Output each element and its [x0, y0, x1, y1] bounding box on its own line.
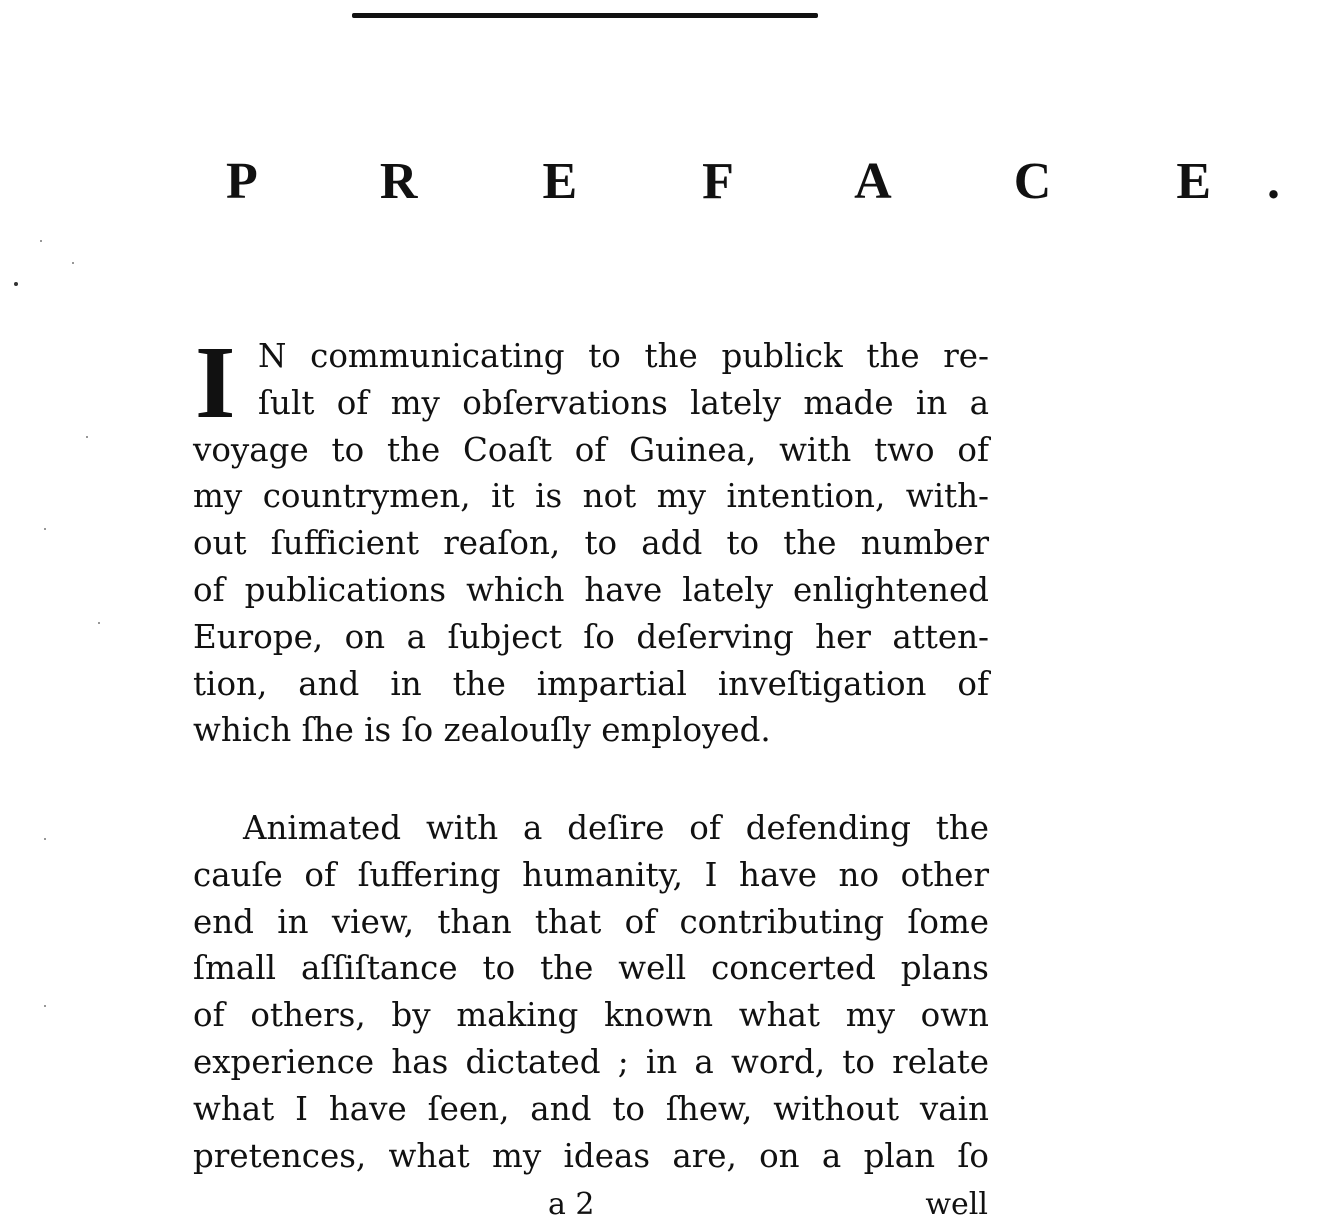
catchword: well — [925, 1187, 988, 1222]
signature-mark: a 2 — [548, 1187, 595, 1222]
text-line: my countrymen, it is not my intention, with- — [193, 477, 989, 516]
text-line: end in view, than that of contributing ſome — [193, 902, 989, 941]
text-line: ſult of my obſervations lately made in a — [258, 383, 989, 422]
paragraph-2 — [193, 805, 989, 1179]
text-line: pretences, what my ideas are, on a plan ſo — [193, 1136, 989, 1175]
text-line: N communicating to the publick the re- — [258, 337, 989, 375]
text-line: ſmall aſſiſtance to the well concerted plans — [193, 949, 989, 988]
text-line: of others, by making known what my own — [193, 996, 989, 1035]
text-line: Animated with a deſire of defending the — [243, 809, 989, 847]
text-line: tion, and in the impartial inveſtigation of — [193, 664, 989, 703]
text-line: of publications which have lately enlightened — [193, 570, 989, 609]
text-line: out ſufficient reaſon, to add to the number — [193, 524, 989, 563]
text-line: voyage to the Coaſt of Guinea, with two of — [193, 430, 989, 469]
text-line: which ſhe is ſo zealouſly employed. — [193, 711, 771, 750]
text-line: experience has dictated ; in a word, to relate — [193, 1042, 989, 1081]
paragraph-1 — [193, 325, 989, 754]
header-rule — [352, 13, 818, 18]
text-line: Europe, on a ſubject ſo deſerving her atten- — [193, 617, 989, 656]
text-line: what I have ſeen, and to ſhew, without vain — [193, 1089, 989, 1128]
text-line: cauſe of ſuffering humanity, I have no other — [193, 855, 989, 894]
drop-cap: I — [195, 325, 236, 440]
page-title: P R E F A C E. — [226, 153, 1336, 210]
